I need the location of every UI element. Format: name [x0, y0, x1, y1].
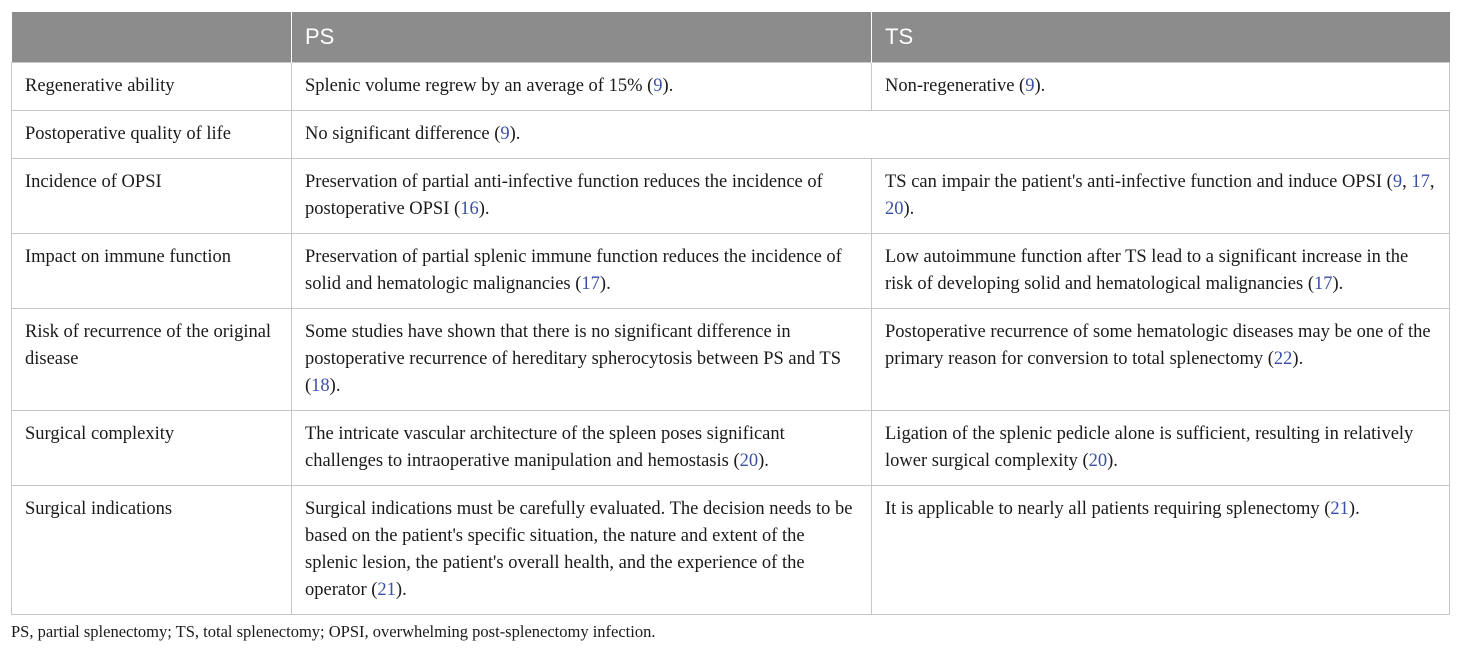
table-footnote: PS, partial splenectomy; TS, total splenectomy; OPSI, overwhelming post-splenectomy infection. [11, 622, 656, 641]
ts-cell [872, 486, 1450, 615]
cell-text-end: ). [329, 376, 341, 396]
citation-link[interactable]: 17 [1411, 172, 1430, 192]
row-label: Risk of recurrence of the original disease [12, 309, 292, 411]
header-ps: PS [292, 12, 872, 63]
row-label: Regenerative ability [12, 63, 292, 111]
header-ts: TS [872, 12, 1450, 63]
cell-text-end: ). [1348, 499, 1360, 519]
cell-text: Ligation of the splenic pedicle alone is sufficient, resulting in relatively lower surgical complexity ( [885, 424, 1414, 471]
citation-link[interactable]: 9 [1025, 76, 1035, 96]
citation-link[interactable]: 21 [1330, 499, 1349, 519]
citation-link[interactable]: 16 [460, 199, 479, 219]
ts-cell [872, 411, 1450, 486]
cell-text-end: ). [758, 451, 769, 471]
table-row [12, 309, 1450, 411]
row-label: Postoperative quality of life [12, 111, 292, 159]
ps-cell [292, 486, 872, 615]
cell-text: Splenic volume regrew by an average of 15% ( [305, 76, 654, 96]
citation-link[interactable]: 20 [739, 451, 759, 471]
ps-vs-ts-comparison-table [11, 12, 1450, 615]
table-row [12, 234, 1450, 309]
ts-cell [872, 63, 1450, 111]
cell-text: Non-regenerative ( [885, 76, 1026, 96]
cell-text-end: ). [509, 124, 521, 144]
citation-link[interactable]: 18 [311, 376, 330, 396]
cell-text-end: ). [599, 274, 611, 294]
table-row [12, 486, 1450, 615]
ps-cell [292, 309, 872, 411]
cell-text: Preservation of partial splenic immune function reduces the incidence of solid and hematologic malignancies ( [305, 247, 842, 294]
table-row [12, 411, 1450, 486]
ts-cell [872, 309, 1450, 411]
citation-link[interactable]: 9 [1392, 172, 1403, 192]
table-row [12, 63, 1450, 111]
citation-link[interactable]: 9 [653, 76, 663, 96]
table-body [12, 63, 1450, 615]
ts-cell [872, 234, 1450, 309]
cell-text: Postoperative recurrence of some hematologic diseases may be one of the primary reason for conversion to total splenectomy ( [885, 322, 1431, 369]
cell-text-end: ). [1292, 349, 1304, 369]
ps-cell [292, 159, 872, 234]
table-header-row [12, 12, 1450, 63]
row-label: Impact on immune function [12, 234, 292, 309]
row-label: Surgical indications [12, 486, 292, 615]
citation-link[interactable]: 21 [377, 580, 396, 600]
cell-text: Low autoimmune function after TS lead to a significant increase in the risk of developing solid and hematological malignancies ( [885, 247, 1409, 294]
ps-cell [292, 63, 872, 111]
row-label: Surgical complexity [12, 411, 292, 486]
cell-text: Surgical indications must be carefully evaluated. The decision needs to be based on the patient's specific situation, the nature and extent of the splenic lesion, the patient's overall health, and the experience of the operator ( [305, 499, 853, 600]
cell-text-end: ). [1107, 451, 1118, 471]
comparison-table-container [11, 12, 1449, 615]
cell-text-end: ). [395, 580, 407, 600]
cell-text: No significant difference ( [305, 124, 501, 144]
cell-text-end: ). [1332, 274, 1344, 294]
cell-text-end: ). [478, 199, 490, 219]
cell-text: Some studies have shown that there is no significant difference in postoperative recurrence of hereditary spherocytosis between PS and TS ( [305, 322, 841, 396]
merged-cell [292, 111, 1450, 159]
citation-link[interactable]: 17 [581, 274, 600, 294]
cell-text-end: ). [903, 199, 915, 219]
table-row [12, 111, 1450, 159]
header-blank [12, 12, 292, 63]
ps-cell [292, 411, 872, 486]
cell-text: The intricate vascular architecture of the spleen poses significant challenges to intraoperative manipulation and hemostasis ( [305, 424, 785, 471]
cell-text-end: ). [662, 76, 674, 96]
row-label: Incidence of OPSI [12, 159, 292, 234]
cell-text: Preservation of partial anti-infective function reduces the incidence of postoperative OPSI ( [305, 172, 823, 219]
citation-link[interactable]: 22 [1273, 349, 1293, 369]
ref-separator: , [1429, 172, 1435, 192]
cell-text: It is applicable to nearly all patients requiring splenectomy ( [885, 499, 1331, 519]
cell-text: TS can impair the patient's anti-infective function and induce OPSI ( [885, 172, 1393, 192]
citation-link[interactable]: 9 [500, 124, 510, 144]
ref-separator: , [1402, 172, 1412, 192]
cell-text-end: ). [1034, 76, 1046, 96]
ts-cell [872, 159, 1450, 234]
ps-cell [292, 234, 872, 309]
citation-link[interactable]: 20 [1088, 451, 1108, 471]
citation-link[interactable]: 17 [1314, 274, 1333, 294]
table-row [12, 159, 1450, 234]
citation-link[interactable]: 20 [885, 199, 904, 219]
